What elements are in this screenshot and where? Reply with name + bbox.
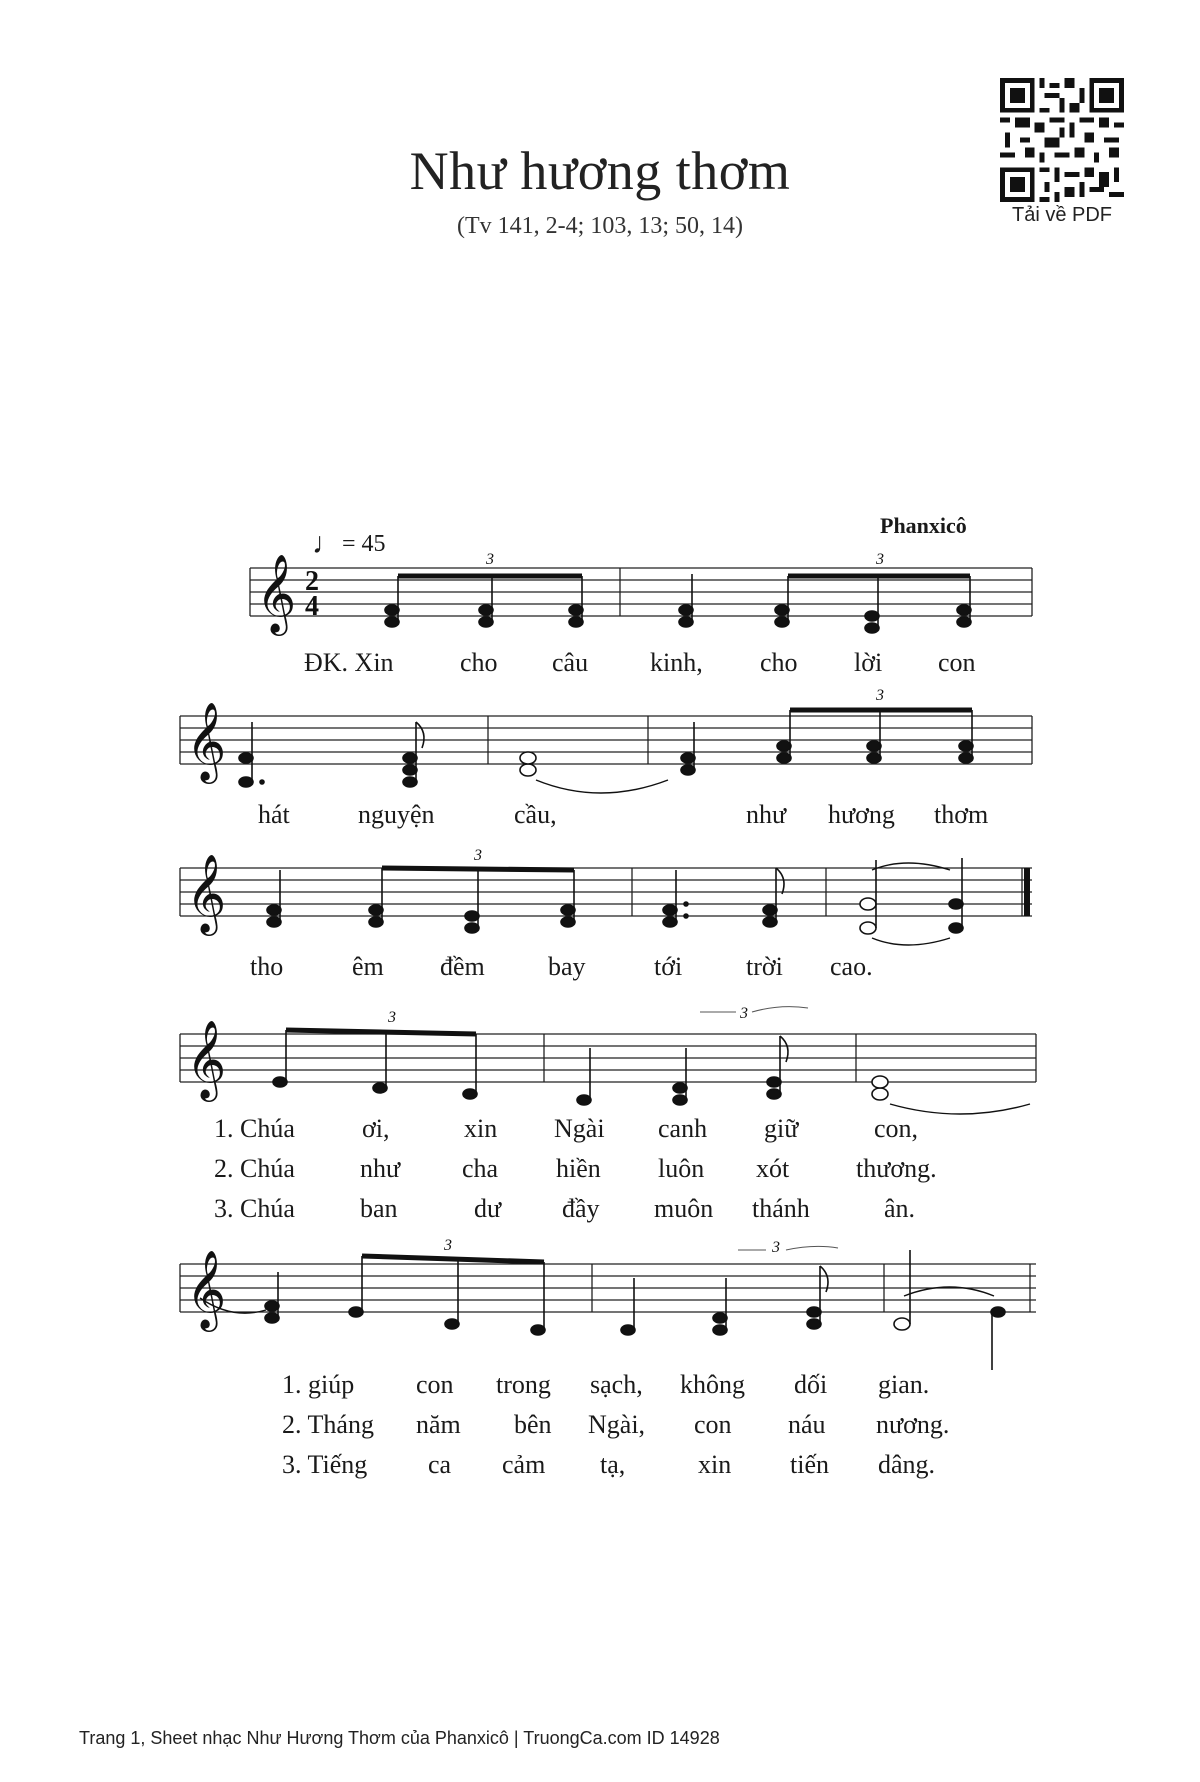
treble-clef-icon: 𝄞 — [186, 702, 227, 781]
lyric-syllable: trời — [746, 952, 783, 981]
lyric-syllable: tạ, — [600, 1450, 626, 1479]
lyric-syllable: thơm — [934, 800, 989, 829]
lyric-syllable: ơi, — [362, 1114, 390, 1143]
lyric-syllable: cảm — [502, 1450, 546, 1479]
lyric-syllable: ban — [360, 1194, 398, 1223]
tempo-value: = 45 — [342, 531, 386, 557]
tuplet-3: 3 — [740, 1005, 748, 1022]
lyric-syllable: bay — [548, 952, 586, 981]
notes — [200, 574, 1030, 1370]
lyric-syllable: như — [746, 800, 787, 829]
lyric-syllable: 2. Tháng — [282, 1410, 374, 1439]
tuplet-3: 3 — [876, 687, 884, 704]
lyric-syllable: như — [360, 1154, 401, 1183]
treble-clef-icon: 𝄞 — [186, 1250, 227, 1329]
lyric-syllable: luôn — [658, 1154, 705, 1183]
lyric-syllable: nương. — [876, 1410, 950, 1439]
lyric-syllable: dâng. — [878, 1450, 936, 1479]
lyric-syllable: náu — [788, 1410, 826, 1439]
lyric-syllable: đềm — [440, 952, 485, 981]
lyric-syllable: muôn — [654, 1194, 714, 1223]
lyric-syllable: hương — [828, 800, 895, 829]
lyric-syllable: con — [694, 1410, 732, 1439]
lyric-syllable: Ngài, — [588, 1410, 646, 1439]
lyric-syllable: tiến — [790, 1450, 829, 1479]
song-title: Như hương thơm — [409, 141, 791, 201]
lyric-syllable: cầu, — [514, 800, 557, 829]
lyric-syllable: lời — [854, 648, 883, 677]
treble-clef-icon: 𝄞 — [186, 1020, 227, 1099]
lyric-syllable: bên — [514, 1410, 552, 1439]
lyric-syllable: xin — [698, 1450, 732, 1479]
lyric-syllable: 3. Tiếng — [282, 1450, 368, 1479]
lyric-syllable: cha — [462, 1154, 499, 1183]
lyric-syllable: 3. Chúa — [214, 1194, 295, 1223]
lyric-syllable: êm — [352, 952, 384, 981]
lyric-syllable: thánh — [752, 1194, 810, 1223]
lyric-syllable: 2. Chúa — [214, 1154, 295, 1183]
lyric-syllable: cao. — [830, 952, 873, 981]
lyric-syllable: hát — [258, 800, 290, 829]
lyric-syllable: xót — [756, 1154, 790, 1183]
lyric-syllable: giữ — [764, 1114, 799, 1143]
tuplet-3: 3 — [876, 551, 884, 568]
lyric-syllable: đầy — [562, 1194, 600, 1223]
lyric-syllable: canh — [658, 1114, 708, 1143]
lyric-syllable: nguyện — [358, 800, 435, 829]
lyric-syllable: con — [416, 1370, 454, 1399]
final-barline — [1024, 868, 1030, 916]
lyric-syllable: ĐK. Xin — [304, 648, 394, 677]
tuplet-3: 3 — [772, 1239, 780, 1256]
lyric-syllable: ân. — [884, 1194, 916, 1223]
lyric-syllable: năm — [416, 1410, 461, 1439]
time-signature-top: 2 — [305, 566, 319, 597]
lyric-syllable: cho — [460, 648, 498, 677]
lyric-syllable: không — [680, 1370, 745, 1399]
qr-download-caption[interactable]: Tải về PDF — [1011, 204, 1113, 226]
lyric-syllable: tho — [250, 952, 284, 981]
time-signature-bottom: 4 — [305, 591, 319, 622]
treble-clef-icon: 𝄞 — [256, 554, 297, 633]
lyric-syllable: con — [938, 648, 976, 677]
lyric-syllable: thương. — [856, 1154, 937, 1183]
lyric-syllable: ca — [428, 1450, 452, 1479]
lyric-syllable: dối — [794, 1370, 828, 1399]
lyric-syllable: hiền — [556, 1154, 601, 1183]
song-reference: (Tv 141, 2-4; 103, 13; 50, 14) — [457, 213, 743, 239]
page-footer: Trang 1, Sheet nhạc Như Hương Thơm của Phanxicô | TruongCa.com ID 14928 — [79, 1728, 720, 1748]
lyric-syllable: sạch, — [590, 1370, 643, 1399]
lyric-syllable: gian. — [878, 1370, 930, 1399]
lyric-syllable: Ngài — [554, 1114, 605, 1143]
lyric-syllable: câu — [552, 648, 589, 677]
treble-clef-icon: 𝄞 — [186, 854, 227, 933]
tuplet-3: 3 — [486, 551, 494, 568]
composer-name: Phanxicô — [880, 513, 967, 538]
lyric-syllable: xin — [464, 1114, 498, 1143]
quarter-note-icon: ♩ — [312, 527, 342, 560]
lyric-syllable: con, — [874, 1114, 919, 1143]
lyric-syllable: trong — [496, 1370, 551, 1399]
lyric-syllable: 1. Chúa — [214, 1114, 295, 1143]
lyric-syllable: tới — [654, 952, 683, 981]
tuplet-3: 3 — [444, 1237, 452, 1254]
lyric-syllable: cho — [760, 648, 798, 677]
lyric-syllable: dư — [474, 1194, 502, 1223]
lyric-syllable: kinh, — [650, 648, 703, 677]
lyric-syllable: 1. giúp — [282, 1370, 355, 1399]
tuplet-3: 3 — [474, 847, 482, 864]
tuplet-3: 3 — [388, 1009, 396, 1026]
